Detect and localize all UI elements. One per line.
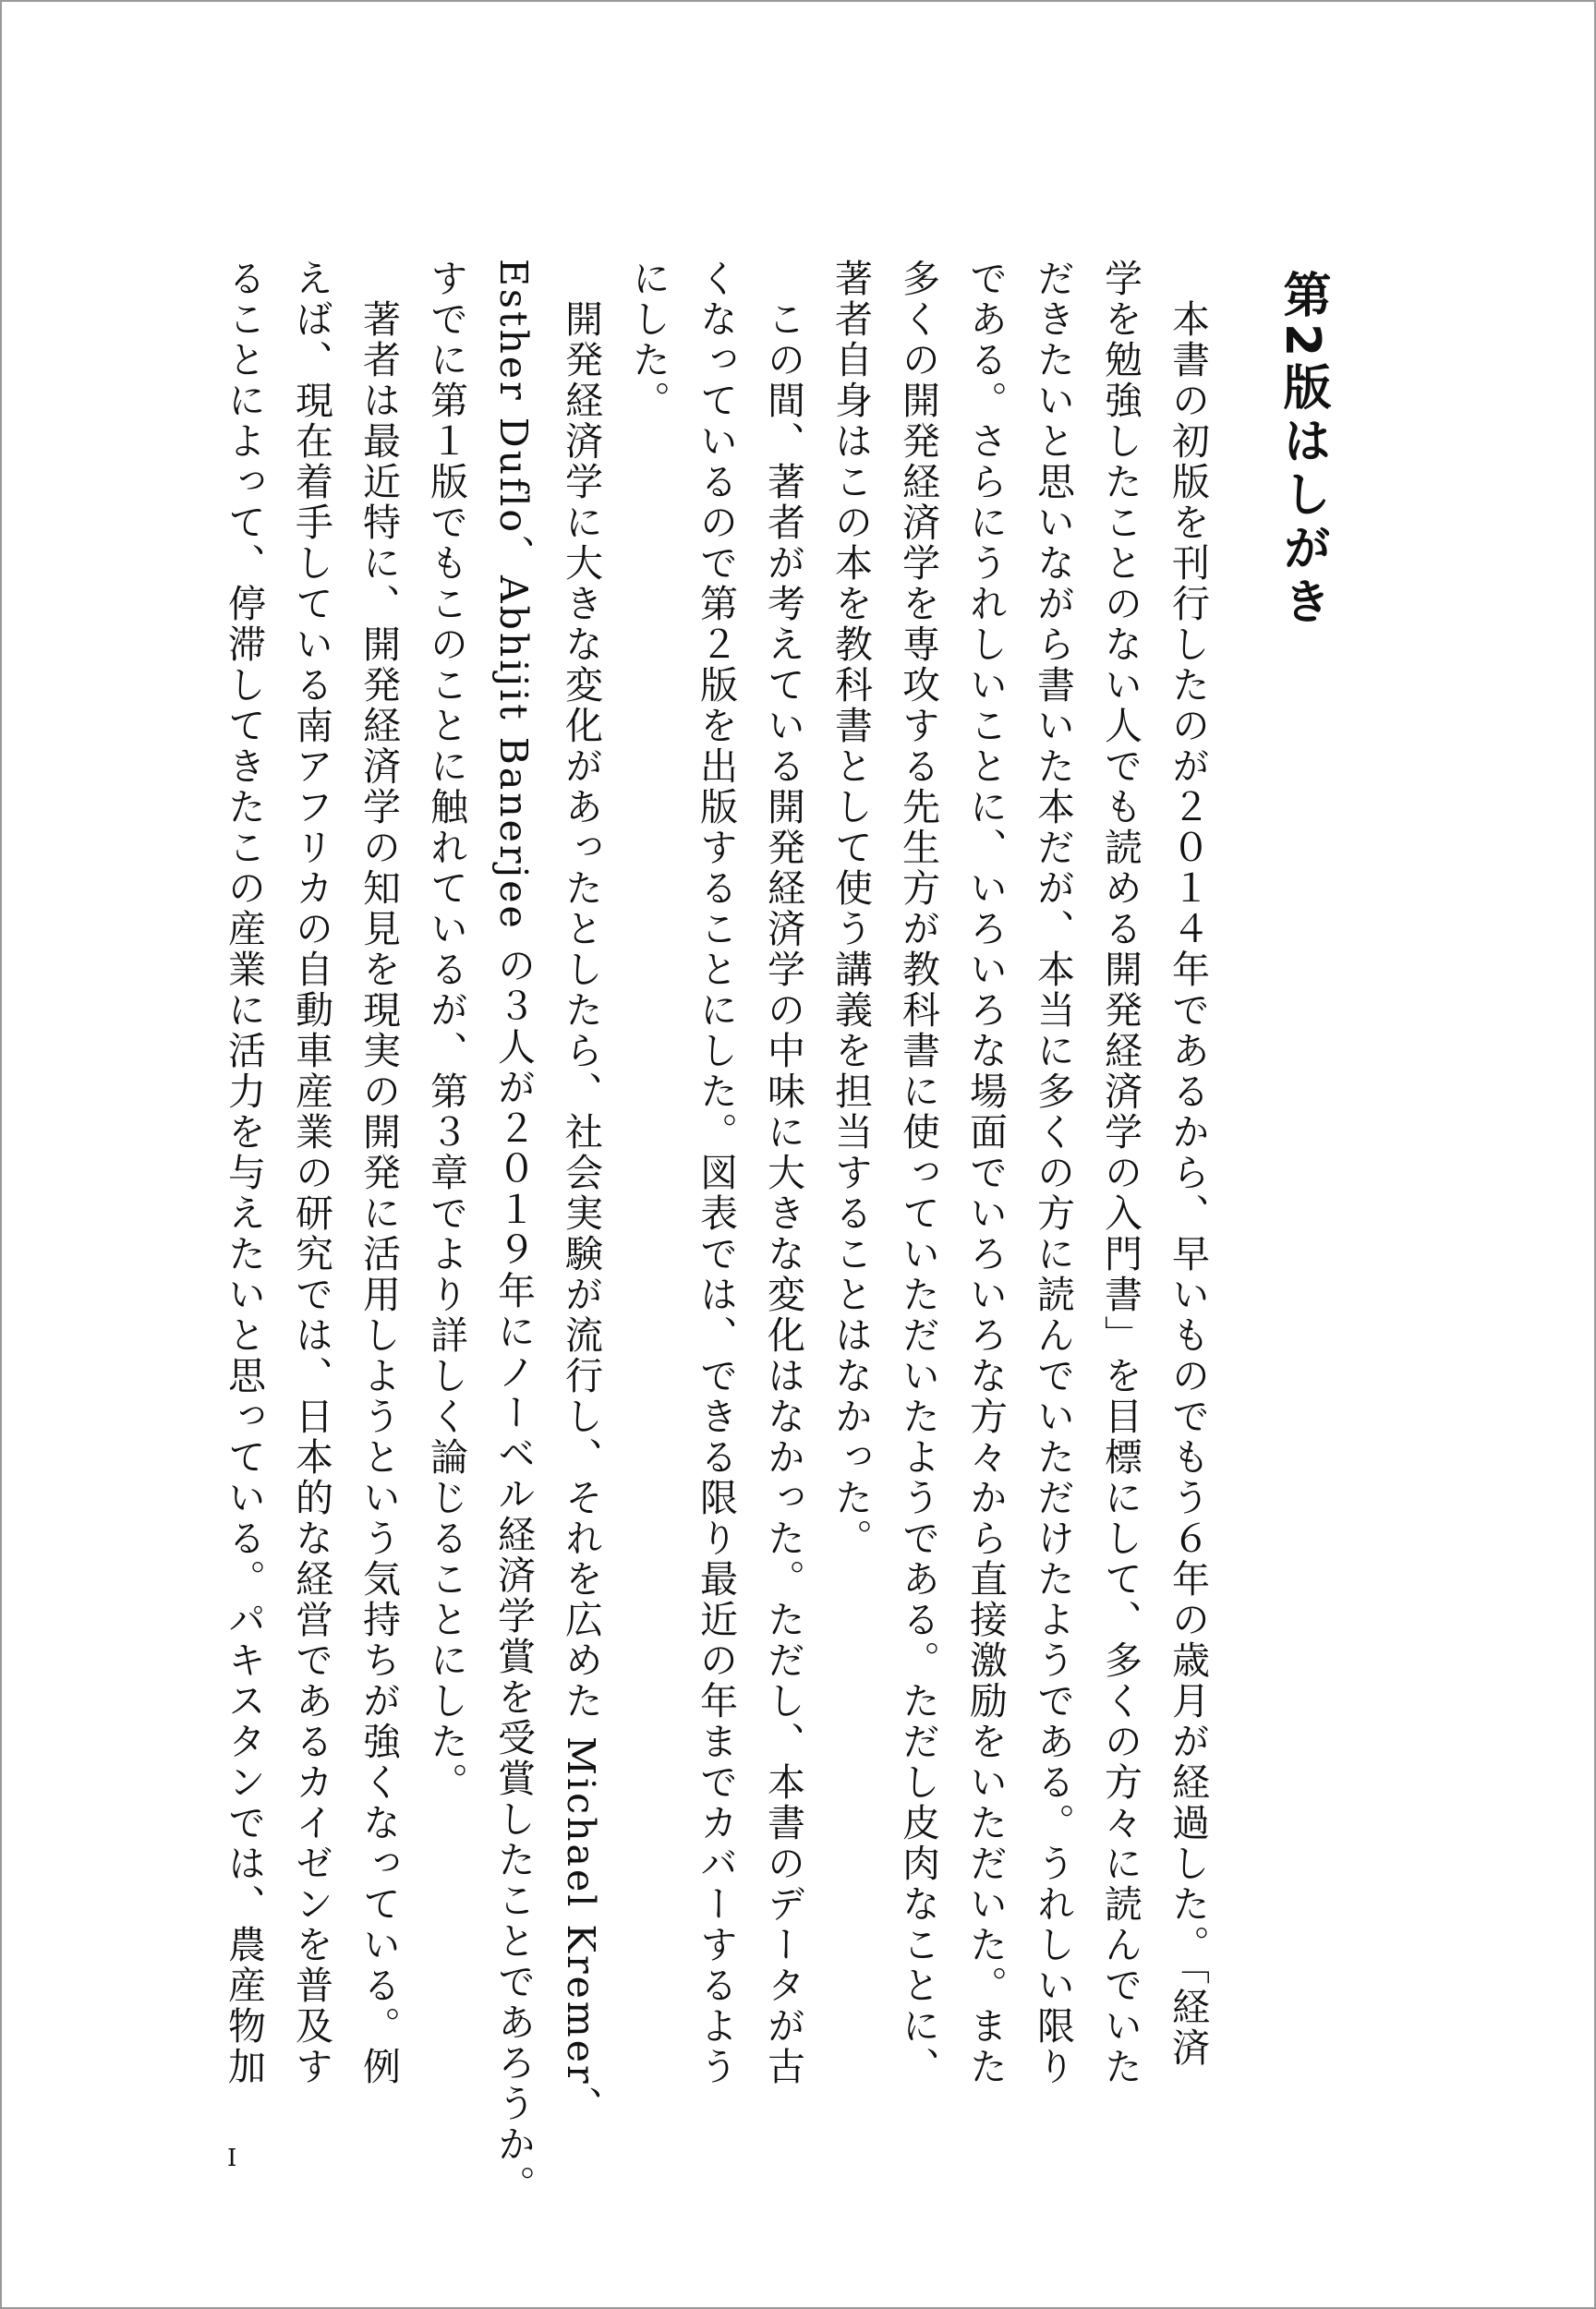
text-line: 著者自身はこの本を教科書として使う講義を担当することはなかった。 — [828, 259, 873, 1559]
text-line: すでに第１版でもこのことに触れているが、第３章でより詳しく論じることにした。 — [424, 259, 468, 1803]
text-line: Esther Duflo、Abhijit Banerjee の３人が２０１９年にノーベル経済学賞を受賞したことであろうか。 — [491, 259, 536, 2206]
page-number: I — [227, 2145, 237, 2172]
text-line: だきたいと思いながら書いた本だが、本当に多くの方に読んでいただけたようである。うれしい限り — [1031, 259, 1075, 2087]
text-line: にした。 — [626, 259, 671, 421]
text-line: 本書の初版を刊行したのが２０１４年であるから、早いものでもう６年の歳月が経過した。「経済 — [1166, 259, 1210, 2069]
text-line: ることによって、停滞してきたこの産業に活力を与えたいと思っている。パキスタンでは、農産物加 — [222, 259, 266, 2087]
body-text — [210, 259, 1221, 2206]
text-line: 著者は最近特に、開発経済学の知見を現実の開発に活用しようという気持ちが強くなっている。例 — [357, 259, 401, 2087]
page-title: 第2版はしがき — [1275, 270, 1330, 631]
text-line: 学を勉強したことのない人でも読める開発経済学の入門書」を目標にして、多くの方々に読んでいた — [1098, 259, 1143, 2087]
text-line: である。さらにうれしいことに、いろいろな場面でいろいろな方々から直接激励をいただいた。また — [963, 259, 1008, 2087]
text-line: くなっているので第２版を出版することにした。図表では、できる限り最近の年までカバーするよう — [694, 259, 738, 2087]
text-line: 開発経済学に大きな変化があったとしたら、社会実験が流行し、それを広めた Michael Kremer、 — [559, 259, 603, 2127]
text-line: えば、現在着手している南アフリカの自動車産業の研究では、日本的な経営であるカイゼンを普及す — [289, 259, 333, 2087]
text-line: この間、著者が考えている開発経済学の中味に大きな変化はなかった。ただし、本書のデータが古 — [761, 259, 805, 2087]
text-line: 多くの開発経済学を専攻する先生方が教科書に使っていただいたようである。ただし皮肉なことに、 — [896, 259, 940, 2087]
